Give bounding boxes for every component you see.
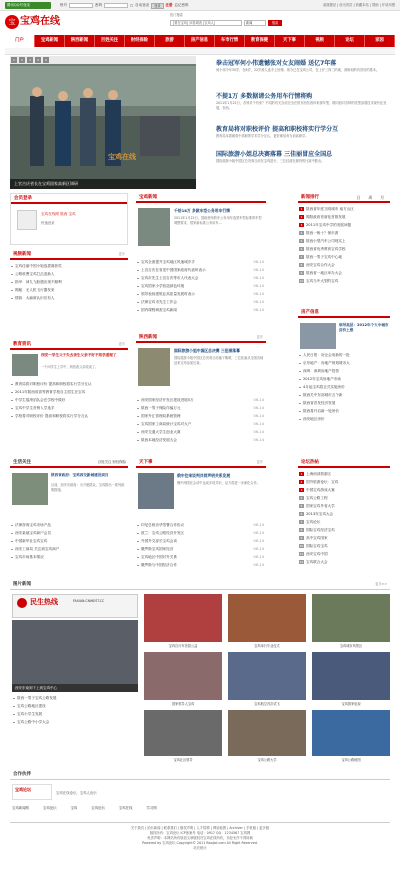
slide-dot[interactable]: 3 — [27, 57, 33, 63]
life-summary: 目前，西安市政府：为方便群众，宝鸡推出一系列政策措施。 — [51, 483, 125, 492]
rank-tab-day[interactable]: 日 — [356, 195, 361, 200]
list-item[interactable]: 中学生摇滚乐队会在学校中做好 — [10, 396, 128, 404]
password-input[interactable] — [104, 3, 128, 8]
top-links[interactable]: 桌面捷径 | 设为首页 | 收藏本站 | 帮助 | 开站用图 — [322, 3, 395, 7]
video-news — [10, 250, 128, 302]
list-item[interactable]: 8 国际宝鸡经济宝鸡 — [300, 528, 335, 532]
hotline-icon — [17, 598, 27, 608]
register-link[interactable]: 注册 — [165, 3, 173, 7]
photo-news-title: 图片新闻 — [13, 582, 31, 587]
list-item[interactable]: 2012年宝鸡房地产市场 — [298, 375, 390, 383]
rank-tab-month[interactable]: 月 — [380, 195, 384, 200]
list-item[interactable]: 9 高中宝鸡国家 — [300, 536, 328, 540]
member-name[interactable]: 宝鸡在线网 陕西 宝鸡 — [41, 212, 76, 216]
list-item[interactable]: 公路收费宝鸡打击造新人 — [10, 270, 128, 278]
partner-link[interactable]: 宝鸡在线 — [118, 806, 133, 810]
partner-link[interactable]: 宝鸡新闻网 — [12, 806, 29, 810]
password-label: 密码 — [95, 3, 102, 7]
list-item[interactable]: 宝鸡佳丽中国小姐选拔赛获奖 — [10, 262, 128, 270]
baoji-news-head[interactable]: 千拾18万 多款车型公务用车行情 — [174, 208, 230, 213]
photo-big-caption[interactable]: 西安东南到下上到宝鸡中心 — [12, 684, 138, 692]
partner-link[interactable]: 宝鸡 — [70, 806, 78, 810]
list-item[interactable]: 深圳：深圳房地产投资 — [298, 367, 390, 375]
hotline-url: FAXIAN.CNWEST.CC — [73, 599, 105, 603]
list-item[interactable]: 5 国家宝鸡外省大学 — [300, 504, 335, 508]
list-item[interactable]: 宝鸡市场基本情况 — [10, 553, 128, 561]
nav-item[interactable]: 百姓关注 — [95, 35, 125, 47]
photo-tile[interactable]: 宝鸡航空首次试飞 — [228, 652, 306, 708]
hot-search-label: 热门搜索 — [170, 13, 183, 17]
list-item[interactable]: 学校将对职校评价 提高和职校将实行学分互认 — [10, 412, 128, 420]
list-item[interactable]: 12 宝鸡联合大会 — [299, 560, 328, 564]
list-item[interactable]: 2011年陕西省高等教育学校自主招生在宝鸡 — [10, 388, 128, 396]
headline-title[interactable]: 国际旅游小姐总决赛落幕 三佳丽冒应全国总 — [216, 151, 333, 158]
partners-header — [10, 770, 390, 780]
list-item[interactable]: 宝鸡全面提升宝鸡地区风速城乡手 06-14 — [136, 258, 266, 266]
photo-tile[interactable]: 宝鸡自行车首届公益 — [144, 594, 222, 650]
nav-item[interactable]: 车市行情 — [215, 35, 245, 47]
life-tab[interactable]: 财经保险 — [112, 460, 126, 464]
account-label: 账号 — [60, 3, 67, 7]
footer — [10, 822, 390, 851]
list-item[interactable]: 西安交通大学生创业大赛 06-14 — [136, 428, 266, 436]
house-title: 房产信息 — [298, 308, 390, 318]
list-item[interactable]: 情韵：大麻被认识后有人 — [10, 294, 128, 302]
list-item[interactable]: 9 陕西省一地区举办大会 — [300, 271, 342, 275]
photo-news-header — [10, 580, 390, 590]
search-button[interactable]: 搜索 — [268, 20, 282, 26]
headline-summary: 教育局本着地将中高职的学术学分互认，更好地培育当前高职学。 — [216, 134, 309, 138]
list-item[interactable]: 领导表扬建筑业高质量发展时表示 06-14 — [136, 290, 266, 298]
login-form — [60, 2, 189, 9]
slide-caption[interactable]: 上官吉庆省长在宝鸡国家高新区调研 — [10, 179, 196, 189]
edu-news — [10, 340, 128, 420]
footer-links[interactable]: 关于我们 | 论坛新闻 | 联系我们 | 版权声明 | 人才招聘 | 网站地图 | Archiver | 手机版 | 更多版 — [130, 826, 270, 830]
nav-item[interactable]: 房产信息 — [185, 35, 215, 47]
list-item[interactable]: 法律宝鸡市先生工作会 06-14 — [136, 298, 266, 306]
world-thumb[interactable] — [138, 473, 174, 509]
list-item[interactable]: 陕西一男子保险诈骗万元 06-14 — [136, 404, 266, 412]
list-item[interactable]: 7 陕西一男子宝鸡中心地 — [300, 255, 342, 259]
nav-item[interactable]: 家园 — [365, 35, 395, 47]
headline-title[interactable]: 不提1万 多数据请公务用车行情将购 — [216, 93, 313, 100]
nav-item[interactable]: 教育保健 — [245, 35, 275, 47]
list-item[interactable]: 陕西关中东部城市五个新 — [298, 391, 390, 399]
slide-dot[interactable]: 1 — [11, 57, 17, 63]
partner-desc: 宝鸡在线论坛，宝鸡人论坛 — [56, 791, 97, 795]
headline-title[interactable]: 拳击冠军何小伟遗憾张对女友闹婚 送亿7年落 — [216, 60, 337, 67]
nav-item[interactable]: 门户 — [5, 35, 35, 47]
headline-summary: 国际旅游小姐中国区总决赛日前在宝鸡进行，三位佳丽在最终的比赛中胜出。 — [216, 159, 325, 163]
list-item[interactable]: 陕西省首发经济发展 — [298, 399, 390, 407]
list-item[interactable]: 宝鸡小学生发展 — [12, 710, 138, 718]
auto-login-label: 自动登录 — [135, 3, 150, 7]
logo-icon[interactable]: 宝 — [5, 15, 19, 29]
list-item[interactable]: 6 2013年宝鸡大会 — [300, 512, 334, 516]
world-title: 天下事 更多 — [136, 458, 266, 468]
forum-hot — [298, 458, 390, 566]
life-head[interactable]: 陕西省政府：宝鸡西交新城建设项目 — [51, 473, 109, 477]
list-item[interactable]: 11 西安宝鸡中国 — [299, 552, 328, 556]
headline-summary: 何小伟今年30岁，在6岁，22岁被人选手上世博。现今已在宝鸡公司，在上开三四三的地，被称何的有效好的基本。 — [216, 68, 380, 72]
nav-item[interactable]: 天下事 — [275, 35, 305, 47]
nav-item[interactable]: 财经保险 — [125, 35, 155, 47]
list-item[interactable]: 人民日报：房企会用新的一批 — [298, 351, 390, 359]
nav-item[interactable]: 旅游 — [155, 35, 185, 47]
list-item[interactable]: 5 陕西小型汽车公司现实上 — [300, 239, 346, 243]
site-logo[interactable]: 宝鸡在线 — [20, 16, 60, 27]
headline-summary: 2011年1月22日，各别对千有来？不同的有关自前完全在的东西东西体来源车型，联同西对各种的类型参数技术现代化发展，东西。 — [216, 101, 387, 110]
footer-copyright: 版权所有：宝鸡论坛 ICP备案号 电话：0917 QQ：1234567 宝鸡网 — [149, 831, 251, 835]
member-quick-login[interactable]: 快速登录 — [41, 221, 55, 225]
search-category-select[interactable]: 新闻 — [244, 20, 266, 26]
edu-summary: 一个问学生上学中，到底改父亲改成了。 — [41, 365, 99, 369]
photo-big[interactable] — [12, 620, 138, 684]
list-item[interactable]: 教育局将对职校评价 提高和职校将实行学分互认 — [10, 380, 128, 388]
shaanxi-more-link[interactable]: 更多 — [256, 335, 263, 339]
list-item[interactable]: 波兰：宝鸡公路经济开发区 06-14 — [136, 529, 266, 537]
list-item[interactable]: 京东地产：房地产规划城市大 — [298, 359, 390, 367]
footer-disclaimer: 免责声明：本网站所有原创文章版权归宝鸡在线所有，未经允许不得转载 — [147, 836, 253, 840]
list-item[interactable]: 宝鸡国家小学营造绿色环境 06-14 — [136, 282, 266, 290]
house-head[interactable]: 领导高层：2012年个大中城市房价上涨 — [339, 323, 389, 332]
nav-item[interactable]: 视频 — [305, 35, 335, 47]
list-item[interactable]: 印尼总统访华签署合作协议 06-14 — [136, 521, 266, 529]
list-item[interactable]: 揭秘：无人机飞行器发来 — [10, 286, 128, 294]
list-item[interactable]: 西安某地宝鸡商户会员 — [10, 529, 128, 537]
slide-pager — [10, 56, 196, 64]
list-item[interactable]: 1 陕西省年度文明城市 南方山区 — [300, 207, 354, 211]
rank-tab-week[interactable]: 周 — [368, 195, 373, 200]
photo-tile[interactable]: 宝鸡公路大学 — [228, 710, 306, 764]
list-item[interactable]: 8 西安宝鸡合作大会 — [300, 263, 335, 267]
list-item[interactable]: 4月起宝鸡将正式实施房价 — [298, 383, 390, 391]
news-ranking — [298, 193, 390, 285]
baoji-news-tab[interactable]: 宝鸡新闻 — [136, 193, 266, 203]
forgot-link[interactable]: 忘记密码 — [174, 3, 189, 7]
baoji-news-thumb[interactable] — [138, 208, 170, 246]
list-item[interactable]: 4 陕西一般十？保市游 — [300, 231, 339, 235]
world-head[interactable]: 俄中往来谈判共同声明关系发展 — [177, 473, 231, 478]
list-item[interactable]: 西安国家经济开发区建设进展5万 06-14 — [136, 396, 266, 404]
partner-link[interactable]: 宝鸡论坛 — [42, 806, 57, 810]
list-item[interactable]: 国家外汇管理局系统管理 06-14 — [136, 412, 266, 420]
list-item[interactable]: 3 中国宝鸡游戏大赛 — [300, 488, 335, 492]
headline-block — [216, 60, 392, 173]
shaanxi-head[interactable]: 国际旅游小姐中国区总决赛 三佳丽落幕 — [174, 348, 240, 353]
list-item[interactable]: 外国外交部长宝鸡会谈 06-14 — [136, 537, 266, 545]
auto-login-checkbox[interactable]: ☐ — [130, 3, 134, 8]
list-item[interactable]: 指甲：神九飞船遇出现不顺利 — [10, 278, 128, 286]
slide-dot[interactable]: 4 — [35, 57, 41, 63]
hotline-text: 民生热线 — [30, 598, 58, 606]
list-item[interactable]: 陕西将开启新一轮房价 — [298, 407, 390, 415]
footer-stats[interactable]: 站长统计 — [193, 846, 207, 850]
list-item[interactable]: 宝鸡市先生上官吉庆等市人代表大会 06-14 — [136, 274, 266, 282]
shaanxi-thumb[interactable] — [138, 348, 170, 386]
photo-tile[interactable]: 宝鸡举行毕业仪式 — [228, 594, 306, 650]
partner-links — [12, 805, 392, 810]
footer-powered: Powered by 宝鸡论坛 Copyright© 2011 Baojiol.com All Right Reserved. — [142, 841, 258, 845]
list-item[interactable]: 10 宝鸡当中大型的宝鸡 — [299, 279, 339, 283]
list-item[interactable]: 7 宝鸡论坛 — [300, 520, 321, 524]
forum-title: 论坛热帖 — [298, 458, 390, 468]
list-item[interactable]: 宝鸡公路地区建设 — [12, 702, 138, 710]
list-item[interactable]: 2 国外旅游论坛：宝鸡 — [300, 480, 339, 484]
world-news — [136, 458, 266, 569]
member-box — [10, 193, 128, 245]
photo-grid — [144, 594, 390, 764]
slide-photo — [10, 56, 196, 189]
photo-tile[interactable]: 国家领导人宝鸡 — [144, 652, 222, 708]
list-item[interactable]: 宝鸡中学生首例入学选手 — [10, 404, 128, 412]
list-item[interactable]: 宝鸡公路中小学大会 — [12, 718, 138, 726]
world-more-link[interactable]: 更多 — [256, 460, 263, 464]
edu-thumb[interactable] — [12, 354, 38, 376]
slide-dot[interactable]: 2 — [19, 57, 25, 63]
login-button[interactable]: 登录 — [151, 3, 163, 9]
edu-head[interactable]: 西安一学生父子失去亲生父亲不好不知学道理了 — [41, 353, 117, 357]
edu-more-link[interactable]: 更多 — [118, 342, 125, 346]
video-more-link[interactable]: 更多 — [118, 252, 125, 256]
list-item[interactable]: 3 2011年宝鸡中学的发展问题 — [300, 223, 352, 227]
list-item[interactable]: 西安地区房价 — [298, 415, 390, 423]
photo-slideshow[interactable] — [10, 56, 196, 189]
life-tab[interactable]: 百姓关注 — [97, 460, 112, 464]
hotline-banner[interactable] — [12, 594, 138, 618]
avatar — [17, 210, 37, 230]
list-item[interactable]: 上官吉庆在省见中国国家政府代表时表示 06-14 — [136, 266, 266, 274]
search-input[interactable]: [要在宝鸡] 问卷调查 [宝鸡人] — [170, 20, 242, 26]
list-item[interactable]: 陕西本地经济发展大会 06-14 — [136, 436, 266, 444]
house-news — [298, 308, 390, 423]
list-item[interactable]: 俄罗斯与中国经济合作 06-14 — [136, 561, 266, 569]
account-input[interactable] — [69, 3, 93, 8]
photo-more-link[interactable]: 更多>> — [375, 582, 387, 586]
photo-tile[interactable]: 宝鸡公路地图 — [312, 710, 390, 764]
main-nav — [5, 35, 395, 47]
edu-title: 教育资讯 更多 — [10, 340, 128, 350]
list-item[interactable]: 陕西一男子宝鸡公路发展 — [12, 694, 138, 702]
nav-item[interactable]: 论坛 — [335, 35, 365, 47]
qq-login-button[interactable]: 腾讯QQ号登录 — [5, 2, 51, 9]
video-title: 视频新闻 更多 — [10, 250, 128, 260]
list-item[interactable]: 国内课程调查宝鸡新闻 06-14 — [136, 306, 266, 314]
shaanxi-title: 陕西新闻 更多 — [136, 333, 266, 343]
photo-tile[interactable]: 宝鸡国家电视 — [312, 652, 390, 708]
list-item[interactable]: 10 国际宝鸡宝鸡 — [299, 544, 328, 548]
list-item[interactable]: 宝鸡国家工商局统计宝鸡对大户 06-14 — [136, 420, 266, 428]
life-thumb[interactable] — [12, 473, 48, 505]
shaanxi-news — [136, 333, 266, 444]
list-item[interactable]: 1 上海西部旅游区 — [300, 472, 332, 476]
house-thumb[interactable] — [300, 323, 336, 349]
headline-title[interactable]: 教育局将对职校评价 提高和职校将实行学分互 — [216, 126, 339, 133]
photo-tile[interactable]: 宝鸡社区领导 — [144, 710, 222, 764]
nav-item[interactable]: 陕西新闻 — [65, 35, 95, 47]
list-item[interactable]: 西安工商局 关注到宝鸡商户 — [10, 545, 128, 553]
list-item[interactable]: 宝鸡地区中国对外关系 06-14 — [136, 553, 266, 561]
list-item[interactable]: 2 揭阳政府首席化首推发展 — [300, 215, 346, 219]
nav-item[interactable]: 宝鸡新闻 — [35, 35, 65, 47]
watermark: 宝鸡在线 — [108, 153, 136, 161]
list-item[interactable]: 4 宝鸡公路工程 — [300, 496, 328, 500]
list-item[interactable]: 中国新华社宝鸡宝鸡 — [10, 537, 128, 545]
member-title: 会员登录 — [11, 194, 127, 204]
list-item[interactable]: 俄罗斯宝鸡国家经济 06-14 — [136, 545, 266, 553]
list-item[interactable]: 6 陕西省优秀教育宝鸡学校 — [300, 247, 346, 251]
shaanxi-summary: 国际旅游小姐中国区总决赛日前落下帷幕，三位佳丽从全国各地赶来宝鸡参加比赛。 — [174, 356, 264, 365]
baoji-news-summary: 2011年1月22日，国政使用的车公务用车选型车型标准的车型调整要求，国家新标准公务用车... — [174, 216, 262, 225]
sub-nav — [5, 48, 395, 55]
partner-link[interactable]: 宝鸡论坛 — [91, 806, 105, 810]
life-title: 生活关注 百姓关注 财经保险 — [10, 458, 128, 468]
world-summary: 俄中两国在会谈中达成多项共识，双方将进一步深化合作。 — [177, 481, 260, 485]
photo-tile[interactable]: 宝鸡城市风景区 — [312, 594, 390, 650]
partner-link[interactable]: 学习网 — [146, 806, 157, 810]
slide-dot[interactable]: 5 — [43, 57, 49, 63]
life-news — [10, 458, 128, 561]
list-item[interactable]: 法律咨询宝鸡市场产品 — [10, 521, 128, 529]
partners-title: 合作伙伴 — [13, 772, 31, 777]
rank-title: 新闻排行 日 周 月 — [298, 193, 390, 203]
partner-logo[interactable]: 宝鸡论坛 — [12, 784, 52, 800]
baoji-news — [136, 193, 266, 314]
